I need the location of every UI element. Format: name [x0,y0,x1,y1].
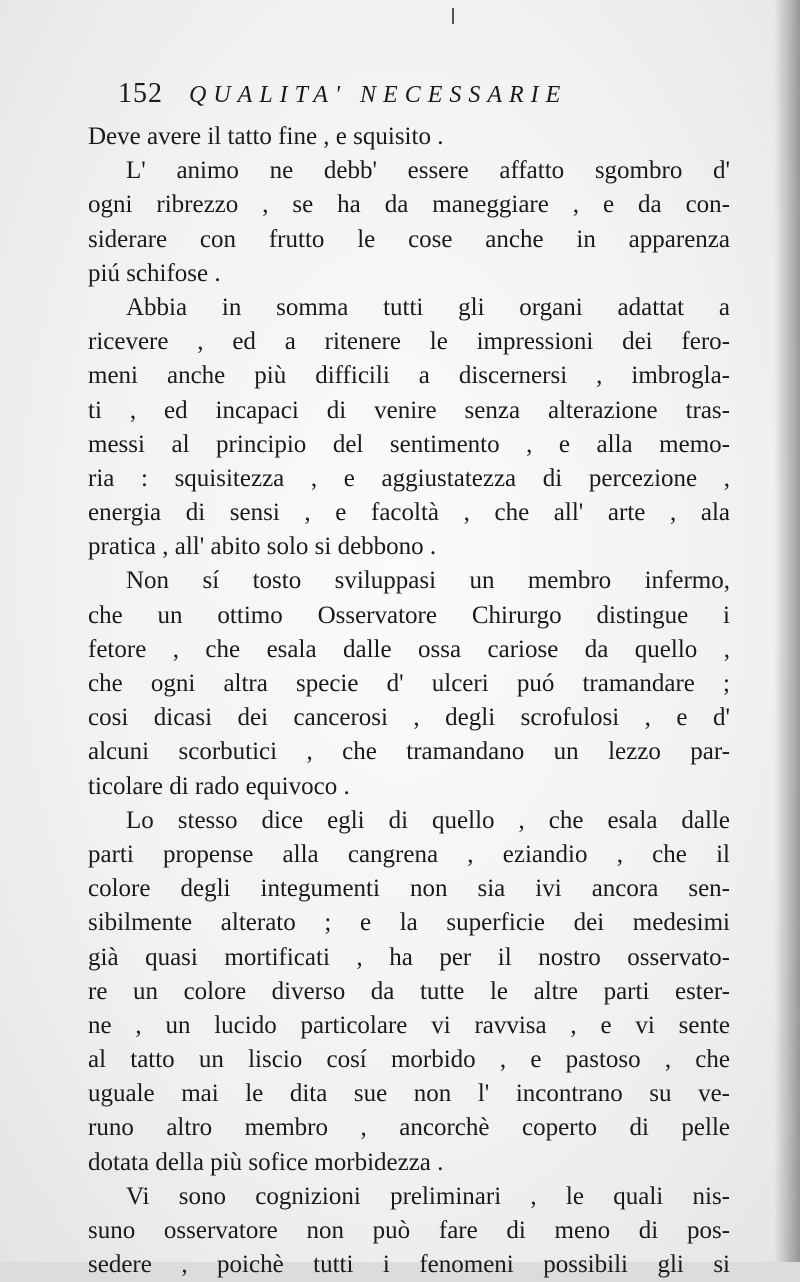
text-line: pratica , all' abito solo si debbono . [88,533,437,561]
text-line: parti propense alla cangrena , eziandio , che il [88,840,730,868]
text-line: Vi sono cognizioni preliminari , le quali nis- [126,1182,730,1210]
text-line: Deve avere il tatto fine , e squisito . [88,123,444,150]
text-line: energia di sensi , e facoltà , che all' arte , ala [88,499,730,527]
text-line: Non sí tosto sviluppasi un membro infermo, [126,567,730,595]
text-line: suno osservatore non può fare di meno di pos- [88,1217,730,1244]
text-line: dotata della più sofice morbidezza . [88,1148,444,1176]
running-head: QUALITA' NECESSARIE [189,82,568,108]
page-header [118,78,718,122]
text-line: ogni ribrezzo , se ha da maneggiare , e da con- [88,191,730,219]
text-line: che ogni altra specie d' ulceri puó tramandare ; [88,670,730,697]
text-line: colore degli integumenti non sia ivi ancora sen- [88,875,730,903]
text-line: ne , un lucido particolare vi ravvisa , e vi sente [88,1011,730,1039]
text-line: cosi dicasi dei cancerosi , degli scrofulosi , e d' [88,704,730,732]
text-line: che un ottimo Osservatore Chirurgo distingue i [88,601,730,629]
text-line: ria : squisitezza , e aggiustatezza di percezione , [88,464,730,492]
top-margin-mark [452,8,454,24]
text-line: alcuni scorbutici , che tramandano un lezzo par- [88,738,730,766]
text-line: al tatto un liscio cosí morbido , e pastoso , che [88,1046,730,1074]
text-line: Lo stesso dice egli di quello , che esala dalle [126,806,730,834]
body-text [88,120,730,1282]
text-line: ricevere , ed a ritenere le impressioni dei fero- [88,328,730,356]
text-line: Abbia in somma tutti gli organi adattat a [126,293,730,321]
text-line: fetore , che esala dalle ossa cariose da quello , [88,635,730,663]
text-line: meni anche più difficili a discernersi , imbrogla- [88,362,730,390]
page-number: 152 [118,78,163,109]
text-line: uguale mai le dita sue non l' incontrano su ve- [88,1080,730,1108]
text-line: re un colore diverso da tutte le altre parti ester- [88,977,730,1005]
text-line: sedere , poichè tutti i fenomeni possibili gli si [88,1251,730,1279]
text-line: messi al principio del sentimento , e alla memo- [88,430,730,458]
text-line: già quasi mortificati , ha per il nostro osservato- [88,943,730,971]
text-line: ticolare di rado equivoco . [88,772,350,800]
text-line: ti , ed incapaci di venire senza alterazione tras- [88,396,730,424]
text-line: siderare con frutto le cose anche in apparenza [88,225,730,253]
text-line: sibilmente alterato ; e la superficie dei medesimi [88,909,730,937]
gutter-shadow [774,0,800,1262]
text-line: L' animo ne debb' essere affatto sgombro d' [126,157,730,185]
text-line: piú schifose . [88,259,221,287]
text-line: runo altro membro , ancorchè coperto di pelle [88,1114,730,1142]
